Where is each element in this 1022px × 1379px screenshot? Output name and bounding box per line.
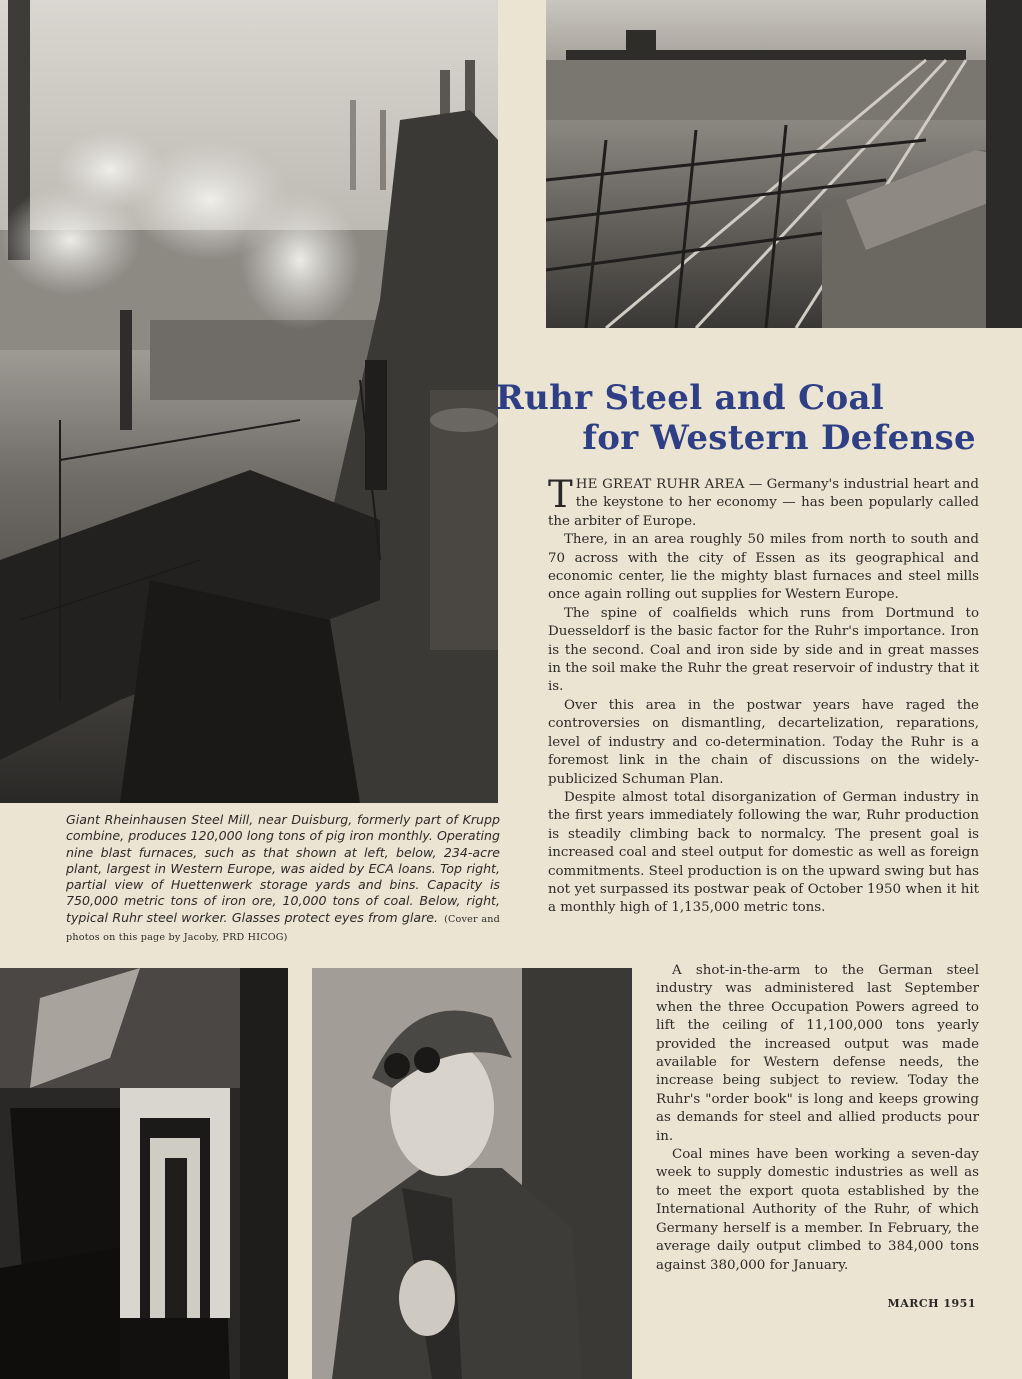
lead-rest: — Germany's industrial heart and the keystone to her economy — has been popularly called the arbiter of Europe. bbox=[548, 477, 979, 529]
body-paragraph: There, in an area roughly 50 miles from north to south and 70 across with the city of Essen as its geographical and economic center, lie the mighty blast furnaces and steel mills once again rolling out supplies for Western Europe. bbox=[548, 532, 979, 603]
steel-mill-photo bbox=[0, 0, 498, 803]
article-body-continued bbox=[656, 962, 979, 1275]
issue-date: MARCH 1951 bbox=[887, 1297, 976, 1310]
steel-worker-photo bbox=[312, 968, 632, 1379]
lead-caps: HE GREAT RUHR AREA bbox=[575, 477, 745, 492]
photo-credit: (Cover and photos on this page by Jacoby, PRD HICOG) bbox=[66, 913, 500, 944]
title-line-1: Ruhr Steel and Coal bbox=[495, 378, 884, 418]
body-paragraph: Over this area in the postwar years have raged the controversies on dismantling, decartelization, reparations, level of industry and co-determination. Today the Ruhr is a foremost link in the chain of discussions on the widely-publicized Schuman Plan. bbox=[548, 697, 979, 787]
caption-text: Giant Rheinhausen Steel Mill, near Duisburg, formerly part of Krupp combine, produces 120,000 long tons of pig iron monthly. Operating nine blast furnaces, such as that shown at left, below, 234-acre plant, largest in Western Europe, was aided by ECA loans. Top right, partial view of Huettenwerk storage yards and bins. Capacity is 750,000 metric tons of iron ore, 10,000 tons of coal. Below, right, typical Ruhr steel worker. Glasses protect eyes from glare. bbox=[66, 812, 500, 925]
title-line-2: for Western Defense bbox=[582, 418, 976, 458]
drop-cap: T bbox=[548, 473, 573, 516]
storage-yards-photo bbox=[546, 0, 1022, 328]
body-paragraph: Despite almost total disorganization of German industry in the first years immediately following the war, Ruhr production is steadily climbing back to normalcy. The present goal is increased coal and steel output for domestic as well as foreign commitments. Steel production is on the upward swing but has not yet surpassed its postwar peak of October 1950 when it hit a monthly high of 1,135,000 metric tons. bbox=[548, 789, 979, 916]
photo-caption bbox=[66, 812, 500, 946]
body-paragraph: A shot-in-the-arm to the German steel industry was administered last September when the three Occupation Powers agreed to lift the ceiling of 11,100,000 tons yearly provided the increased output was made available for Western defense needs, the increase being subject to review. Today the Ruhr's "order book" is long and keeps growing as demands for steel and allied products pour in. bbox=[656, 963, 979, 1144]
article-title bbox=[496, 378, 976, 458]
article-body bbox=[548, 473, 979, 918]
lead-paragraph bbox=[548, 473, 979, 531]
blast-furnace-photo bbox=[0, 968, 288, 1379]
body-paragraph: Coal mines have been working a seven-day week to supply domestic industries as well as to meet the export quota established by the International Authority of the Ruhr, of which Germany herself is a member. In February, the average daily output climbed to 384,000 tons against 380,000 for January. bbox=[656, 1147, 979, 1273]
body-paragraph: The spine of coalfields which runs from Dortmund to Duesseldorf is the basic factor for the Ruhr's importance. Iron is the second. Coal and iron side by side and in great masses in the soil make the Ruhr the great reservoir of industry that it is. bbox=[548, 605, 979, 695]
